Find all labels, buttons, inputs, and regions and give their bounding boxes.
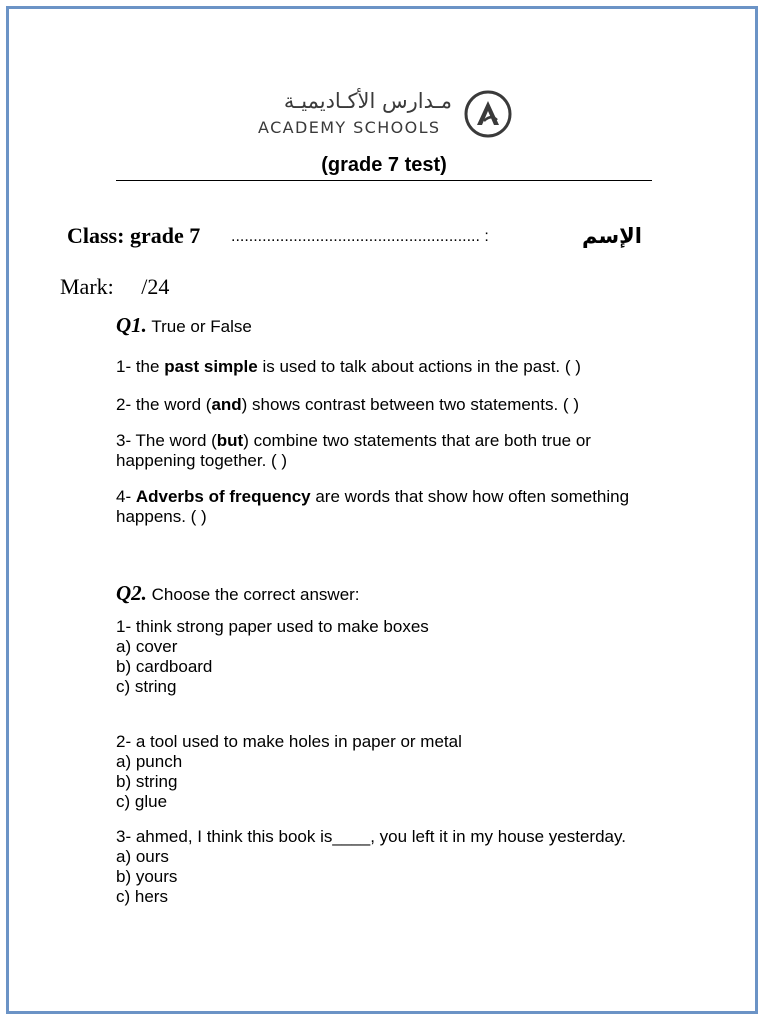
q2-item-1-option-b: b) cardboard	[116, 657, 213, 676]
q1-item-3	[116, 431, 636, 471]
q1-item-3-text-b: ) combine two statements that are both true or happening together. ( )	[116, 431, 591, 470]
q2-item-2-option-a: a) punch	[116, 752, 183, 771]
q2-instruction: Choose the correct answer:	[151, 585, 360, 604]
q1-number: Q1.	[116, 313, 147, 337]
q2-item-1-option-c: c) string	[116, 677, 177, 696]
q2-item-3	[116, 827, 636, 907]
q1-item-3-bold: but	[216, 431, 244, 450]
q2-item-1	[116, 617, 636, 697]
class-label: Class: grade 7	[67, 223, 201, 248]
q1-item-2-text-b: ) shows contrast between two statements. ( )	[241, 395, 579, 414]
q2-item-3-stem: 3- ahmed, I think this book is____, you left it in my house yesterday.	[116, 827, 626, 846]
q2-item-2-option-c: c) glue	[116, 792, 168, 811]
name-label-arabic: الإسم	[582, 224, 642, 248]
q2-item-1-option-a: a) cover	[116, 637, 178, 656]
logo-english-text: ACADEMY SCHOOLS	[258, 118, 441, 137]
q1-item-1-text-a: 1- the	[116, 357, 165, 376]
name-blank-line: ........................................................ :	[231, 228, 489, 245]
mark-label: Mark: /24	[60, 274, 170, 299]
q1-item-3-text-a: 3- The word (	[116, 431, 217, 450]
q2-item-2-stem: 2- a tool used to make holes in paper or metal	[116, 732, 462, 751]
q1-instruction: True or False	[151, 317, 252, 336]
q1-heading	[116, 314, 252, 338]
q1-item-2	[116, 395, 636, 415]
q2-item-1-stem: 1- think strong paper used to make boxes	[116, 617, 429, 636]
academy-logo-icon	[464, 90, 512, 138]
q1-item-4	[116, 487, 636, 527]
q1-item-2-text-a: 2- the word (	[116, 395, 212, 414]
q2-item-3-option-b: b) yours	[116, 867, 178, 886]
q2-heading	[116, 582, 360, 606]
logo-arabic-text: مـدارس الأكـاديميـة	[283, 89, 452, 113]
page-title: (grade 7 test)	[321, 154, 447, 176]
q1-item-2-bold: and	[211, 395, 242, 414]
q2-item-3-option-a: a) ours	[116, 847, 169, 866]
q1-item-4-bold: Adverbs of frequency	[135, 487, 311, 506]
q1-item-4-text-b: are words that show how often something happens. ( )	[116, 487, 630, 526]
q2-item-2-option-b: b) string	[116, 772, 178, 791]
q2-item-3-option-c: c) hers	[116, 887, 168, 906]
school-logo	[258, 88, 518, 142]
q1-item-4-text-a: 4-	[116, 487, 136, 506]
q1-item-1-bold: past simple	[164, 357, 258, 376]
q1-item-1	[116, 357, 636, 377]
q2-item-2	[116, 732, 636, 812]
q2-number: Q2.	[116, 581, 147, 605]
q1-item-1-text-b: is used to talk about actions in the past. ( )	[257, 357, 581, 376]
title-divider	[116, 180, 652, 181]
